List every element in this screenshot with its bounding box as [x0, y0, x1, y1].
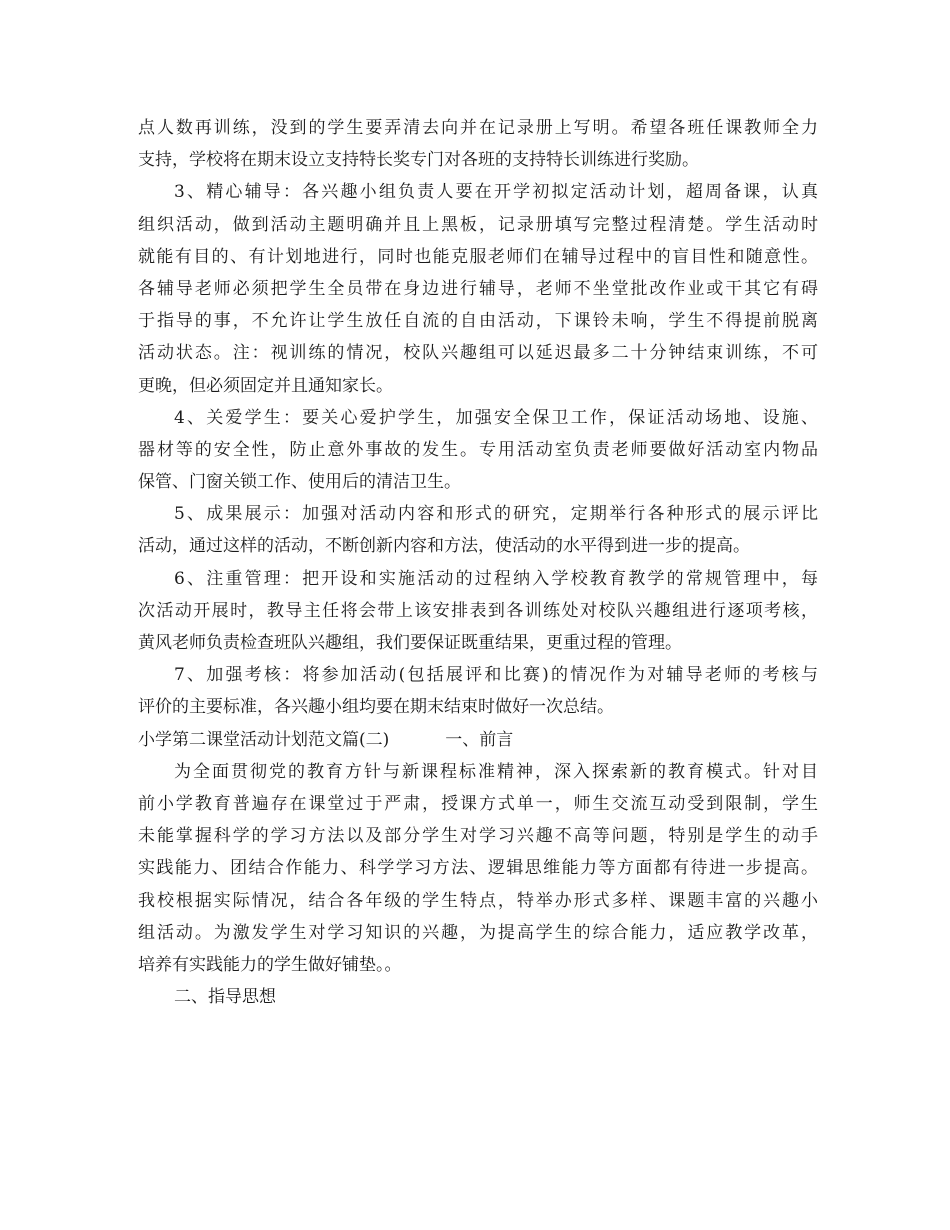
text-line: 培养有实践能力的学生做好铺垫。。 [138, 954, 402, 975]
text-line: 7、加强考核：将参加活动(包括展评和比赛)的情况作为对辅导老师的考核与 [174, 665, 818, 686]
section-heading: 一、前言 [445, 729, 514, 750]
text-line: 为全面贯彻党的教育方针与新课程标准精神，深入探索新的教育模式。针对目 [174, 761, 818, 782]
text-line: 6、注重管理：把开设和实施活动的过程纳入学校教育教学的常规管理中，每 [174, 568, 818, 589]
text-line: 前小学教育普遍存在课堂过于严肃，授课方式单一，师生交流互动受到限制，学生 [138, 793, 818, 814]
text-line: 活动状态。注：视训练的情况，校队兴趣组可以延迟最多二十分钟结束训练，不可 [138, 343, 818, 364]
text-line: 5、成果展示：加强对活动内容和形式的研究，定期举行各种形式的展示评比 [174, 504, 818, 525]
text-line: 次活动开展时，教导主任将会带上该安排表到各训练处对校队兴趣组进行逐项考核， [138, 600, 818, 621]
text-line: 就能有目的、有计划地进行，同时也能克服老师们在辅导过程中的盲目性和随意性。 [138, 246, 818, 267]
text-line: 4、关爱学生：要关心爱护学生，加强安全保卫工作，保证活动场地、设施、 [174, 407, 818, 428]
section-heading-line [138, 724, 818, 756]
text-line: 活动，通过这样的活动，不断创新内容和方法，使活动的水平得到进一步的提高。 [138, 536, 750, 557]
text-line: 器材等的安全性，防止意外事故的发生。专用活动室负责老师要做好活动室内物品 [138, 439, 818, 460]
text-line: 保管、门窗关锁工作、使用后的清洁卫生。 [138, 472, 461, 493]
text-line: 组织活动，做到活动主题明确并且上黑板，记录册填写完整过程清楚。学生活动时 [138, 214, 818, 235]
text-line: 未能掌握科学的学习方法以及部分学生对学习兴趣不高等问题，特别是学生的动手 [138, 826, 818, 847]
text-line: 评价的主要标准，各兴趣小组均要在期末结束时做好一次总结。 [138, 697, 614, 718]
section-heading: 二、指导思想 [174, 987, 276, 1008]
text-line: 支持，学校将在期末设立支持特长奖专门对各班的支持特长训练进行奖励。 [138, 150, 699, 171]
text-line: 实践能力、团结合作能力、科学学习方法、逻辑思维能力等方面都有待进一步提高。 [138, 858, 818, 879]
document-body [138, 112, 818, 1013]
text-line: 3、精心辅导：各兴趣小组负责人要在开学初拟定活动计划，超周备课，认真 [174, 182, 818, 203]
article-title: 小学第二课堂活动计划范文篇(二) [138, 729, 390, 750]
text-line: 更晚，但必须固定并且通知家长。 [138, 375, 393, 396]
text-line: 黄风老师负责检查班队兴趣组，我们要保证既重结果，更重过程的管理。 [138, 633, 682, 653]
text-line: 各辅导老师必须把学生全员带在身边进行辅导，老师不坐堂批改作业或干其它有碍 [138, 278, 818, 299]
text-line: 我校根据实际情况，结合各年级的学生特点，特举办形式多样、课题丰富的兴趣小 [138, 890, 818, 911]
text-line: 点人数再训练，没到的学生要弄清去向并在记录册上写明。希望各班任课教师全力 [138, 118, 818, 138]
text-line: 组活动。为激发学生对学习知识的兴趣，为提高学生的综合能力，适应教学改革， [138, 922, 818, 943]
text-line: 于指导的事，不允许让学生放任自流的自由活动，下课铃未响，学生不得提前脱离 [138, 311, 818, 332]
